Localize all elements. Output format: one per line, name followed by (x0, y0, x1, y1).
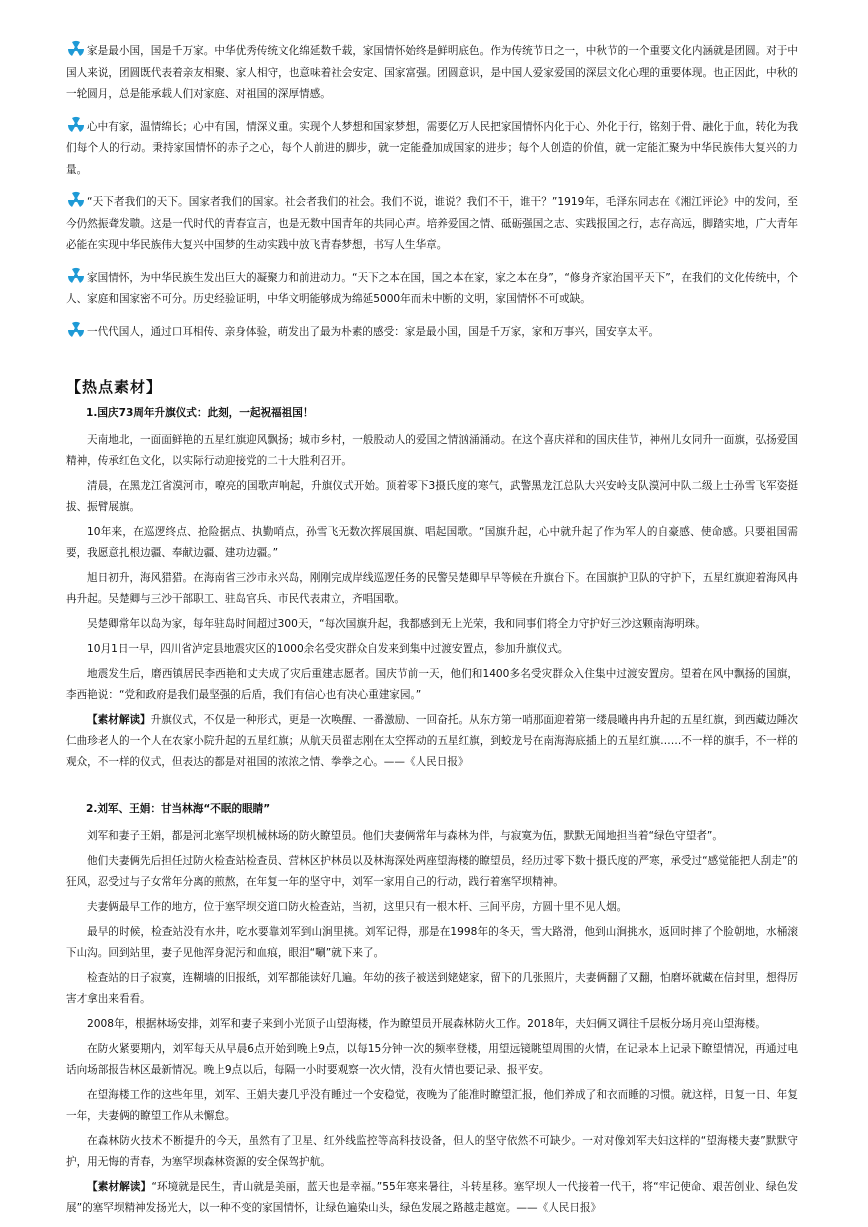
article-title: 2.刘军、王娟：甘当林海“不眠的眼睛” (86, 803, 271, 815)
quote-item (66, 267, 798, 311)
radiation-trefoil-icon (66, 267, 86, 285)
quote-item (66, 116, 798, 182)
paragraph: 2008年，根据林场安排，刘军和妻子来到小光顶子山望海楼，作为瞭望员开展森林防火工作。2018年，夫妇俩又调往千层板分场月亮山望海楼。 (87, 1018, 766, 1030)
paragraph: 他们夫妻俩先后担任过防火检查站检查员、营林区护林员以及林海深处两座望海楼的瞭望员，经历过零下数十摄氏度的严寒，承受过“感觉能把人刮走”的狂风，忍受过与子女常年分离的煎熬，在年复一年的坚守中，刘军一家用自己的行动，践行着塞罕坝精神。 (66, 855, 798, 888)
radiation-trefoil-icon (66, 321, 86, 339)
analysis-label: 【素材解读】 (87, 1181, 152, 1193)
paragraph: 10月1日一早，四川省泸定县地震灾区的1000余名受灾群众自发来到集中过渡安置点，参加升旗仪式。 (87, 643, 569, 655)
paragraph: 最早的时候，检查站没有水井，吃水要靠刘军到山涧里挑。刘军记得，那是在1998年的冬天，雪大路滑，他到山涧挑水，返回时摔了个脸朝地，水桶滚下山沟。回到站里，妻子见他浑身泥污和血痕，眼泪“唰”就下来了。 (66, 926, 798, 959)
paragraph: 清晨，在黑龙江省漠河市，嘹亮的国歌声响起，升旗仪式开始。顶着零下3摄氏度的寒气，武警黑龙江总队大兴安岭支队漠河中队二级上士孙雪飞军姿挺拔、振臂展旗。 (66, 480, 798, 513)
article-title: 1.国庆73周年升旗仪式：此刻，一起祝福祖国！ (86, 407, 314, 419)
paragraph: 夫妻俩最早工作的地方，位于塞罕坝交道口防火检查站，当初，这里只有一根木杆、三间平房，方圆十里不见人烟。 (87, 901, 628, 913)
paragraph: 旭日初升，海风猎猎。在海南省三沙市永兴岛，刚刚完成岸线巡逻任务的民警吴楚卿早早等候在升旗台下。在国旗护卫队的守护下，五星红旗迎着海风冉冉升起。吴楚卿与三沙干部职工、驻岛官兵、市民代表肃立，齐唱国歌。 (66, 572, 798, 605)
paragraph: 地震发生后，磨西镇居民李西艳和丈夫成了灾后重建志愿者。国庆节前一天，他们和1400多名受灾群众入住集中过渡安置房。望着在风中飘扬的国旗，李西艳说：“党和政府是我们最坚强的后盾，我们有信心也有决心重建家园。” (66, 668, 798, 701)
quote-text: 家国情怀，为中华民族生发出巨大的凝聚力和前进动力。“天下之本在国，国之本在家，家之本在身”，“修身齐家治国平天下”，在我们的文化传统中，个人、家庭和国家密不可分。历史经验证明，中华文明能够成为绵延5000年而未中断的文明，家国情怀不可或缺。 (66, 271, 798, 305)
paragraph: 在森林防火技术不断提升的今天，虽然有了卫星、红外线监控等高科技设备，但人的坚守依然不可缺少。一对对像刘军夫妇这样的“望海楼夫妻”默默守护，用无悔的青春，为塞罕坝森林资源的安全保驾护航。 (66, 1135, 798, 1168)
quote-text: 一代代国人，通过口耳相传、亲身体验，萌发出了最为朴素的感受：家是最小国，国是千万家，家和万事兴，国安享太平。 (87, 325, 660, 338)
quote-item (66, 191, 798, 257)
paragraph: 在望海楼工作的这些年里，刘军、王娟夫妻几乎没有睡过一个安稳觉，夜晚为了能准时瞭望汇报，他们养成了和衣而睡的习惯。就这样，日复一日、年复一年，夫妻俩的瞭望工作从未懈怠。 (66, 1089, 798, 1122)
section-title: 【热点素材】 (66, 378, 163, 396)
analysis-text: 升旗仪式，不仅是一种形式，更是一次唤醒、一番激励、一回奋托。从东方第一哨那面迎着第一缕晨曦冉冉升起的五星红旗，到西藏边陲次仁曲珍老人的一个人在农家小院升起的五星红旗；从航天员翟志刚在太空挥动的五星红旗，到蛟龙号在南海海底插上的五星红旗……不一样的旗手，不一样的观众，不一样的仪式，但表达的都是对祖国的浓浓之情、拳拳之心。——《人民日报》 (66, 714, 799, 768)
quote-item (66, 40, 798, 106)
quote-text: 心中有家，温情绵长；心中有国，情深义重。实现个人梦想和国家梦想，需要亿万人民把家国情怀内化于心、外化于行，铭刻于骨、融化于血，转化为我们每个人的行动。秉持家国情怀的赤子之心，每个人前进的脚步，就一定能叠加成国家的进步；每个人创造的价值，就一定能汇聚为中华民族伟大复兴的力量。 (66, 120, 798, 176)
quote-text: “天下者我们的天下。国家者我们的国家。社会者我们的社会。我们不说，谁说？我们不干，谁干？”1919年，毛泽东同志在《湘江评论》中的发问，至今仍然振聋发聩。这是一代时代的青春宣言，也是无数中国青年的共同心声。培养爱国之情、砥砺强国之志、实践报国之行，志存高远，脚踏实地，广大青年必能在实现中华民族伟大复兴中国梦的生动实践中放飞青春梦想，书写人生华章。 (66, 196, 798, 251)
paragraph: 吴楚卿常年以岛为家，每年驻岛时间超过300天，“每次国旗升起，我都感到无上光荣，我和同事们将全力守护好三沙这颗南海明珠。 (87, 618, 706, 630)
paragraph: 10年来，在巡逻终点、抢险据点、执勤哨点，孙雪飞无数次挥展国旗、唱起国歌。“国旗升起，心中就升起了作为军人的自豪感、使命感。只要祖国需要，我愿意扎根边疆、奉献边疆、建功边疆。” (66, 526, 798, 559)
analysis-paragraph (66, 1177, 798, 1219)
analysis-text: “环境就是民生，青山就是美丽，蓝天也是幸福。”55年寒来暑往，斗转星移。塞罕坝人一代接着一代干，将“牢记使命、艰苦创业、绿色发展”的塞罕坝精神发扬光大，以一种不变的家国情怀，让绿色遍染山头，绿色发展之路越走越宽。——《人民日报》 (66, 1181, 799, 1214)
article-1 (66, 403, 798, 773)
paragraph: 检查站的日子寂寞，连糊墙的旧报纸，刘军都能读好几遍。年幼的孩子被送到姥姥家，留下的几张照片，夫妻俩翻了又翻，怕磨坏就藏在信封里，想得厉害才拿出来看看。 (66, 972, 798, 1005)
radiation-trefoil-icon (66, 40, 86, 58)
quote-text: 家是最小国，国是千万家。中华优秀传统文化绵延数千载，家国情怀始终是鲜明底色。作为传统节日之一，中秋节的一个重要文化内涵就是团圆。对于中国人来说，团圆既代表着亲友相聚、家人相守，也意味着社会安定、国家富强。团圆意识，是中国人爱家爱国的深层文化心理的重要体现。也正因此，中秋的一轮圆月，总是能承载人们对家庭、对祖国的深厚情感。 (66, 45, 798, 100)
quotes-section (66, 40, 798, 343)
analysis-paragraph (66, 710, 798, 773)
radiation-trefoil-icon (66, 116, 86, 134)
analysis-label: 【素材解读】 (87, 714, 151, 726)
quote-item (66, 321, 798, 344)
paragraph: 在防火紧要期内，刘军每天从早晨6点开始到晚上9点，以每15分钟一次的频率登楼，用望远镜眺望周围的火情，在记录本上记录下瞭望情况，再通过电话向场部报告林区最新情况。晚上9点以后，每隔一小时要观察一次火情，没有火情也要记录、报平安。 (66, 1043, 798, 1076)
paragraph: 刘军和妻子王娟，都是河北塞罕坝机械林场的防火瞭望员。他们夫妻俩常年与森林为伴，与寂寞为伍，默默无闻地担当着“绿色守望者”。 (87, 830, 724, 842)
radiation-trefoil-icon (66, 191, 86, 209)
article-2 (66, 799, 798, 1219)
paragraph: 天南地北，一面面鲜艳的五星红旗迎风飘扬；城市乡村，一般股动人的爱国之情汹涌涌动。在这个喜庆祥和的国庆佳节，神州儿女同升一面旗，弘扬爱国精神，传承红色文化，以实际行动迎接党的二十大胜利召开。 (66, 434, 798, 467)
